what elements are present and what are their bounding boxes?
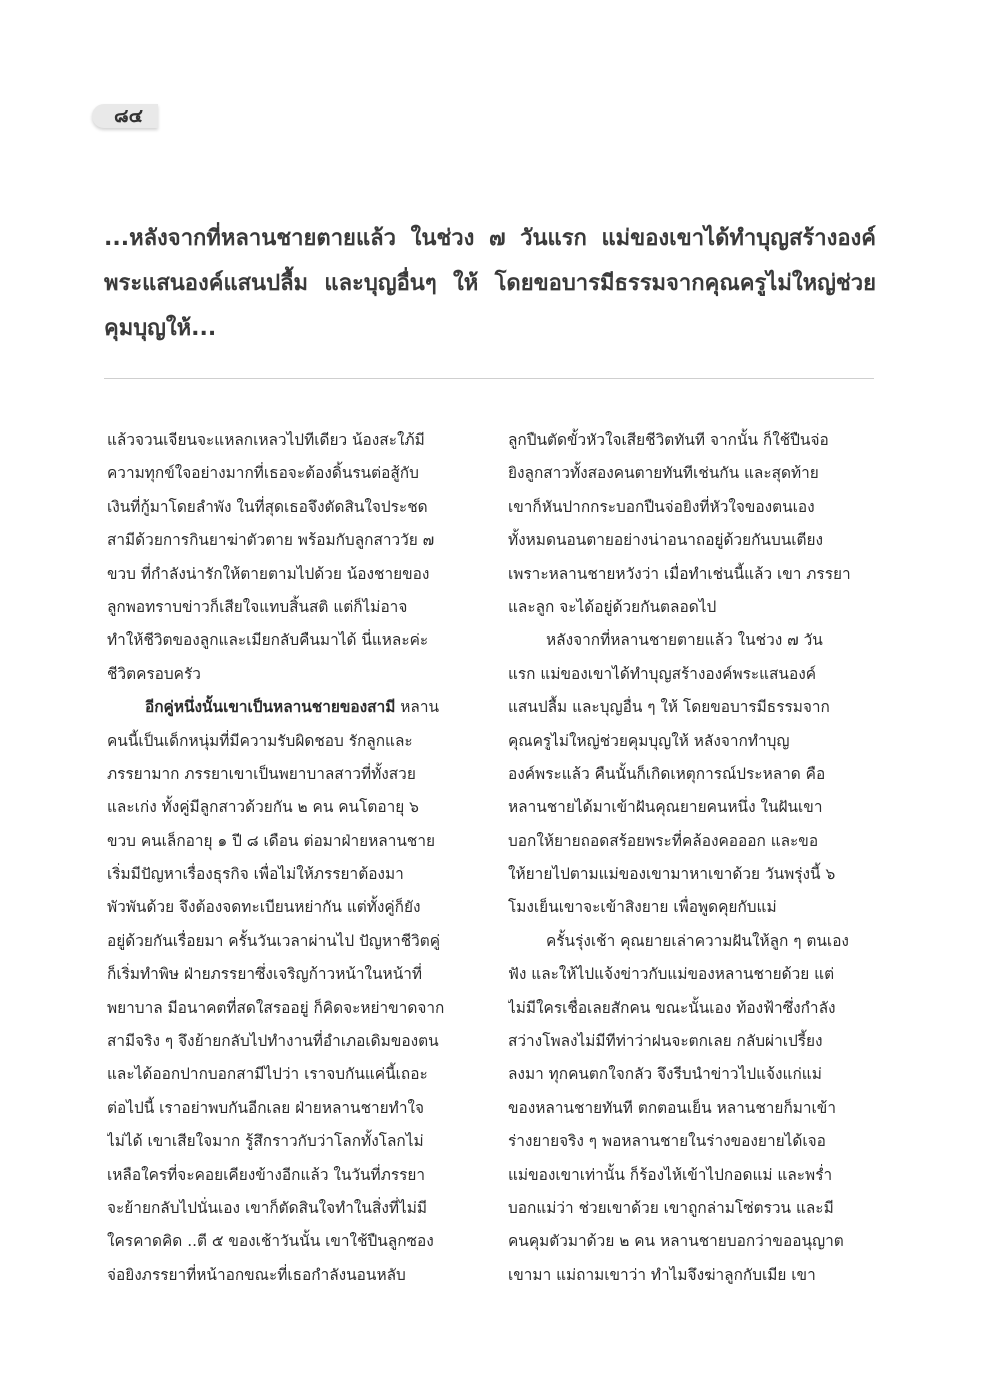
line-text: ต่อไปนี้ เราอย่าพบกันอีกเลย ฝ่ายหลานชายทำใจ	[107, 1098, 424, 1117]
line-text: หลาน	[395, 698, 440, 717]
text-line	[107, 691, 481, 724]
line-text: พัวพันด้วย จึงต้องจดทะเบียนหย่ากัน แต่ทั้งคู่ก็ยัง	[107, 898, 421, 917]
line-text: ลงมา ทุกคนตกใจกลัว จึงรีบนำข่าวไปแจ้งแก่แม่	[508, 1065, 822, 1084]
text-line	[107, 925, 481, 958]
text-line	[508, 958, 882, 991]
text-line	[508, 691, 882, 724]
text-line	[107, 491, 481, 524]
text-line	[107, 524, 481, 557]
line-text: สามีด้วยการกินยาฆ่าตัวตาย พร้อมกับลูกสาววัย ๗	[107, 531, 435, 550]
line-text: จ่อยิงภรรยาที่หน้าอกขณะที่เธอกำลังนอนหลับ	[107, 1265, 406, 1284]
section-divider	[104, 378, 874, 379]
text-line	[508, 1225, 882, 1258]
line-text: ไม่มีใครเชื่อเลยสักคน ขณะนั้นเอง ท้องฟ้าซึ่งกำลัง	[508, 998, 836, 1017]
line-text: เงินที่กู้มาโดยลำพัง ในที่สุดเธอจึงตัดสินใจประชด	[107, 497, 428, 516]
text-line	[107, 858, 481, 891]
text-line	[508, 558, 882, 591]
line-text: ร่างยายจริง ๆ พอหลานชายในร่างของยายได้เจอ	[508, 1132, 826, 1151]
text-line	[508, 925, 882, 958]
text-line	[508, 858, 882, 891]
line-text: ลูกพอทราบข่าวก็เสียใจแทบสิ้นสติ แต่ก็ไม่อาจ	[107, 597, 408, 616]
bold-lead-phrase: อีกคู่หนึ่งนั้นเขาเป็นหลานชายของสามี	[145, 698, 396, 717]
line-text: ภรรยามาก ภรรยาเขาเป็นพยาบาลสาวที่ทั้งสวย	[107, 764, 416, 783]
line-text: แม่ของเขาเท่านั้น ก็ร้องไห้เข้าไปกอดแม่ และพร่ำ	[508, 1165, 833, 1184]
line-text: โมงเย็นเขาจะเข้าสิงยาย เพื่อพูดคุยกับแม่	[508, 898, 777, 917]
line-text: ลูกปืนตัดขั้วหัวใจเสียชีวิตทันที จากนั้น ก็ใช้ปืนจ่อ	[508, 431, 829, 449]
text-line	[107, 1225, 481, 1258]
text-line	[107, 1192, 481, 1225]
line-text: เริ่มมีปัญหาเรื่องธุรกิจ เพื่อไม่ให้ภรรยาต้องมา	[107, 865, 404, 884]
line-text: ให้ยายไปตามแม่ของเขามาหาเขาด้วย วันพรุ่งนี้ ๖	[508, 865, 836, 884]
text-line	[107, 624, 481, 657]
line-text: ก็เริ่มทำพิษ ฝ่ายภรรยาซึ่งเจริญก้าวหน้าในหน้าที่	[107, 965, 422, 984]
line-text: และลูก จะได้อยู่ด้วยกันตลอดไป	[508, 597, 717, 616]
page-number: ๘๔	[114, 105, 144, 127]
line-text: ยิงลูกสาวทั้งสองคนตายทันทีเช่นกัน และสุดท้าย	[508, 464, 819, 483]
line-text: อยู่ด้วยกันเรื่อยมา ครั้นวันเวลาผ่านไป ปัญหาชีวิตคู่	[107, 931, 441, 950]
line-text: ชีวิตครอบครัว	[107, 664, 201, 683]
line-text: คนคุมตัวมาด้วย ๒ คน หลานชายบอกว่าขออนุญาต	[508, 1232, 844, 1251]
line-text: ทำให้ชีวิตของลูกและเมียกลับคืนมาได้ นี่แหละค่ะ	[107, 631, 429, 650]
line-text: เพราะหลานชายหวังว่า เมื่อทำเช่นนี้แล้ว เขา ภรรยา	[508, 564, 851, 583]
text-line	[508, 1192, 882, 1225]
line-text: ฟัง และให้ไปแจ้งข่าวกับแม่ของหลานชายด้วย แต่	[508, 965, 835, 984]
text-line	[508, 524, 882, 557]
text-line	[107, 1025, 481, 1058]
line-text: ใครคาดคิด ..ตี ๕ ของเช้าวันนั้น เขาใช้ปืนลูกซอง	[107, 1232, 434, 1251]
line-text: คนนี้เป็นเด็กหนุ่มที่มีความรับผิดชอบ รักลูกและ	[107, 731, 413, 750]
text-line	[508, 624, 882, 657]
line-text: แรก แม่ของเขาได้ทำบุญสร้างองค์พระแสนองค์	[508, 664, 817, 683]
line-text: ทั้งหมดนอนตายอย่างน่าอนาถอยู่ด้วยกันบนเตียง	[508, 531, 824, 550]
line-text: ขวบ คนเล็กอายุ ๑ ปี ๘ เดือน ต่อมาฝ่ายหลานชาย	[107, 831, 435, 850]
text-line	[508, 1159, 882, 1192]
line-text: เหลือใครที่จะคอยเคียงข้างอีกแล้ว ในวันที่ภรรยา	[107, 1165, 426, 1184]
left-text-column	[107, 424, 481, 1292]
line-text: ไม่ได้ เขาเสียใจมาก รู้สึกราวกับว่าโลกทั้งโลกไม่	[107, 1132, 424, 1151]
text-line	[508, 491, 882, 524]
text-line	[107, 791, 481, 824]
line-text: จะย้ายกลับไปนั่นเอง เขาก็ตัดสินใจทำในสิ่งที่ไม่มี	[107, 1198, 428, 1217]
text-line	[107, 558, 481, 591]
line-text: ครั้นรุ่งเช้า คุณยายเล่าความฝันให้ลูก ๆ ตนเอง	[546, 931, 849, 950]
line-text: บอกให้ยายถอดสร้อยพระที่คล้องคอออก และขอ	[508, 831, 819, 850]
text-line	[107, 658, 481, 691]
text-line	[107, 725, 481, 758]
line-text: สามีจริง ๆ จึงย้ายกลับไปทำงานที่อำเภอเดิมของตน	[107, 1032, 439, 1051]
text-line	[508, 825, 882, 858]
line-text: และได้ออกปากบอกสามีไปว่า เราจบกันแค่นี้เถอะ	[107, 1065, 428, 1084]
text-line	[508, 891, 882, 924]
text-line	[508, 791, 882, 824]
text-line	[508, 992, 882, 1025]
line-text: หลังจากที่หลานชายตายแล้ว ในช่วง ๗ วัน	[546, 631, 823, 650]
text-line	[107, 992, 481, 1025]
text-line	[508, 725, 882, 758]
line-text: และเก่ง ทั้งคู่มีลูกสาวด้วยกัน ๒ คน คนโตอายุ ๖	[107, 798, 419, 817]
text-line	[508, 1259, 882, 1292]
text-line	[107, 1259, 481, 1292]
line-text: ความทุกข์ใจอย่างมากที่เธอจะต้องดิ้นรนต่อสู้กับ	[107, 464, 419, 483]
text-line	[107, 825, 481, 858]
line-text: ขวบ ที่กำลังน่ารักให้ตายตามไปด้วย น้องชายของ	[107, 564, 430, 583]
text-line	[107, 1058, 481, 1091]
line-text: องค์พระแล้ว คืนนั้นก็เกิดเหตุการณ์ประหลาด คือ	[508, 764, 826, 783]
line-text: สว่างโพลงไม่มีทีท่าว่าฝนจะตกเลย กลับผ่าเปรี้ยง	[508, 1032, 823, 1051]
line-text: แล้วจวนเจียนจะแหลกเหลวไปทีเดียว น้องสะใภ้มี	[107, 431, 425, 449]
line-text: เขามา แม่ถามเขาว่า ทำไมจึงฆ่าลูกกับเมีย เขา	[508, 1265, 816, 1284]
text-line	[107, 1092, 481, 1125]
text-line	[107, 1159, 481, 1192]
text-line	[107, 958, 481, 991]
text-line	[107, 891, 481, 924]
line-text: แสนปลื้ม และบุญอื่น ๆ ให้ โดยขอบารมีธรรมจาก	[508, 698, 830, 717]
text-line	[508, 658, 882, 691]
text-line	[508, 1025, 882, 1058]
text-line	[508, 758, 882, 791]
pull-quote-headline: ...หลังจากที่หลานชายตายแล้ว ในช่วง ๗ วันแรก แม่ของเขาได้ทำบุญสร้างองค์พระแสนองค์แสนปลื้ม และบุญอื่นๆ ให้ โดยขอบารมีธรรมจากคุณครูไม่ใหญ่ช่วยคุมบุญให้...	[104, 226, 876, 341]
text-line	[107, 424, 481, 457]
line-text: หลานชายได้มาเข้าฝันคุณยายคนหนึ่ง ในฝันเขา	[508, 798, 823, 817]
text-line	[107, 457, 481, 490]
right-text-column	[508, 424, 882, 1292]
line-text: บอกแม่ว่า ช่วยเขาด้วย เขาถูกล่ามโซ่ตรวน และมี	[508, 1198, 834, 1217]
line-text: คุณครูไม่ใหญ่ช่วยคุมบุญให้ หลังจากทำบุญ	[508, 731, 790, 750]
text-line	[508, 1058, 882, 1091]
line-text: ของหลานชายทันที ตกตอนเย็น หลานชายก็มาเข้า	[508, 1098, 836, 1117]
line-text: เขาก็หันปากกระบอกปืนจ่อยิงที่หัวใจของตนเอง	[508, 497, 815, 516]
text-line	[508, 1092, 882, 1125]
text-line	[508, 424, 882, 457]
line-text: พยาบาล มีอนาคตที่สดใสรออยู่ ก็คิดจะหย่าขาดจาก	[107, 998, 445, 1017]
text-line	[508, 591, 882, 624]
text-line	[107, 591, 481, 624]
text-line	[508, 1125, 882, 1158]
text-line	[508, 457, 882, 490]
text-line	[107, 1125, 481, 1158]
text-line	[107, 758, 481, 791]
